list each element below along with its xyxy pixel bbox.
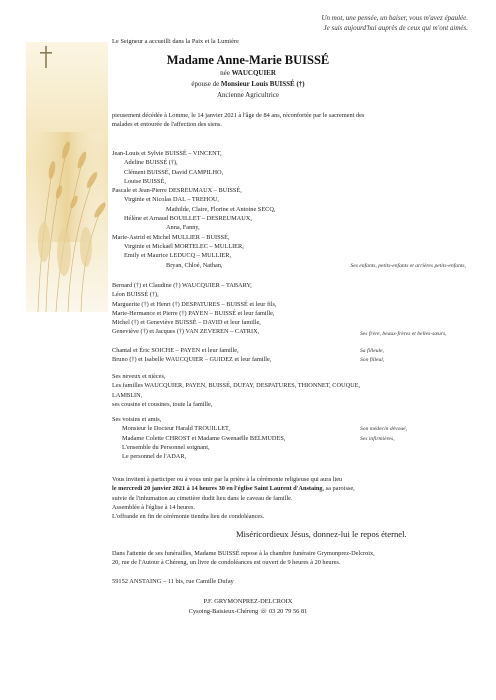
family-line: Geneviève (†) et Jacques (†) VAN ZEVEREN – CATRIX, <box>112 328 260 336</box>
family-line: Hélène et Arnaud BOUILLET – DESREUMAUX, <box>124 215 252 223</box>
invitation-line-date <box>112 485 482 494</box>
family-line: Monsieur le Docteur Harald TROUILLET, <box>122 425 231 433</box>
ceremony-parish: , sa paroisse, <box>322 485 355 493</box>
family-line: Marie-Hermance et Pierre (†) PAYEN – BUISSÉ et leur famille, <box>112 309 275 317</box>
funeral-company: P.F. GRYMONPREZ-DELCROIX <box>203 598 293 605</box>
family-line: L'ensemble du Personnel soignant, <box>122 443 210 451</box>
intro-line: Le Seigneur a accueilli dans la Paix et la Lumière <box>112 38 239 45</box>
family-line: Marie-Astrid et Michel MULLIER – BUISSÉ, <box>112 233 230 241</box>
family-line: ses cousins et cousines, toute la famille, <box>112 400 213 408</box>
note-children: Ses enfants, petits-enfants et arrières petits-enfants, <box>350 263 466 269</box>
announcement-paragraph <box>112 112 462 131</box>
family-line: Clément BUISSÉ, David CAMPILHO, <box>124 168 224 176</box>
family-group-siblings <box>112 282 372 338</box>
deceased-name: Madame Anne-Marie BUISSÉ <box>166 53 330 67</box>
family-group-friends <box>112 416 372 462</box>
maiden-name <box>0 69 496 77</box>
family-line: Anna, Fanny, <box>166 224 200 232</box>
nee-prefix: née <box>220 69 232 77</box>
spouse-line <box>0 80 496 88</box>
family-line: Virginie et Nicolas DAL – TREHOU, <box>124 196 219 204</box>
invitation-paragraph <box>112 476 482 522</box>
announcement-line: pieusement décédée à Lomme, le 14 janvier 2021 à l'âge de 84 ans, réconfortée par le sacrement des <box>112 112 365 119</box>
invitation-line: Vous invitent à participer ou à vous unir par la prière à la cérémonie religieuse qui aura lieu <box>112 476 343 483</box>
invitation-line: suivie de l'inhumation au cimetière dudit lieu dans le caveau de famille. <box>112 494 293 502</box>
note-doctor: Son médecin dévoué, <box>360 426 408 432</box>
nee-name: WAUCQUIER <box>231 69 276 77</box>
family-group-extended <box>112 373 472 410</box>
family-line: Mathilde, Claire, Florine et Antoine SECQ, <box>166 205 276 213</box>
prayer-line: Miséricordieux Jésus, donnez-lui le repos éternel. <box>236 529 407 539</box>
family-line: Emily et Maurice LEDUCQ – MULLIER, <box>124 252 232 260</box>
family-line: Léon BUISSÉ (†), <box>112 291 159 299</box>
funeral-home-line: 20, rue de l'Autour à Chéreng, un livre de condoléances est ouvert de 9 heures à 20 heures. <box>112 559 341 567</box>
note-goddaughter: Sa filleule, <box>360 348 384 354</box>
family-line: Le personnel de l'ADAR, <box>122 453 187 461</box>
telephone-icon: ☏ <box>259 609 268 615</box>
family-group-children <box>112 150 362 271</box>
funeral-company-location: Cysoing-Baisieux-Chéreng <box>188 608 259 615</box>
family-line: Bryan, Chloé, Nathan, <box>166 261 223 269</box>
funeral-home-paragraph <box>112 550 482 569</box>
invitation-line: L'offrande en fin de cérémonie tiendra lieu de condoléances. <box>112 513 265 521</box>
spouse-prefix: épouse de <box>191 80 221 88</box>
epitaph-quote-line2: Je suis aujourd'hui auprès de ceux qui m'ont aimés. <box>323 24 468 32</box>
funeral-home-line: Dans l'attente de ses funérailles, Madame BUISSÉ repose à la chambre funéraire Grymonprez-Delcroix, <box>112 550 375 557</box>
epitaph-quote-line1: Un mot, une pensée, un baiser, vous m'avez épaulée. <box>321 14 468 22</box>
family-line: Ses neveux et nièces, <box>112 373 166 380</box>
family-line: Adeline BUISSÉ (†), <box>124 159 178 167</box>
family-line: Marguerite (†) et Henri (†) DESPATURES – BUISSÉ et leur fils, <box>112 300 277 308</box>
note-godson: Son filleul, <box>360 357 385 363</box>
family-line: Pascale et Jean-Pierre DESREUMAUX – BUISSÉ, <box>112 187 242 195</box>
funeral-company-phone: 03 20 79 56 81 <box>268 608 308 615</box>
family-line: Ses voisins et amis, <box>112 416 162 423</box>
family-line: Madame Colette CHROST et Madame Gwenaëlle BELMUDES, <box>122 434 286 442</box>
ceremony-date: le mercredi 20 janvier 2021 à 14 heures 30 en l'église Saint Laurent d'Anstaing <box>112 485 323 493</box>
announcement-line: malades et entourée de l'affection des siens. <box>112 121 222 129</box>
family-line: Virginie et Mickaël MORTELEC – MULLIER, <box>124 242 244 250</box>
spouse-name: Monsieur Louis BUISSÉ (†) <box>220 80 305 88</box>
family-line: Bernard (†) et Claudine (†) WAUCQUIER – TABARY, <box>112 282 252 289</box>
family-line: LAMBLIN, <box>112 391 143 399</box>
note-siblings: Ses frère, beaux-frères et belles-sœurs, <box>360 331 447 337</box>
family-line: Chantal et Éric SOICHE – PAYEN et leur famille, <box>112 347 239 354</box>
family-line: Michel (†) et Geneviève BUISSÉ – DAVID et leur famille, <box>112 319 261 327</box>
funeral-company-contact <box>0 608 496 615</box>
note-nurses: Ses infirmières, <box>360 436 395 442</box>
family-line: Les familles WAUCQUIER, PAYEN, BUISSÉ, DUFAY, DESPATURES, THIONNET, COUQUE, <box>112 382 361 390</box>
family-line: Bruno (†) et Isabelle WAUCQUIER – GUIDEZ et leur famille, <box>112 356 272 364</box>
family-group-godchildren <box>112 347 362 366</box>
family-line: Louise BUISSÉ, <box>124 177 166 185</box>
invitation-line: Assemblée à l'église à 14 heures. <box>112 503 195 511</box>
family-address: 59152 ANSTAING – 11 bis, rue Camille Dufay <box>112 578 234 585</box>
occupation: Ancienne Agricultrice <box>216 91 279 99</box>
family-line: Jean-Louis et Sylvie BUISSÉ – VINCENT, <box>112 150 222 157</box>
